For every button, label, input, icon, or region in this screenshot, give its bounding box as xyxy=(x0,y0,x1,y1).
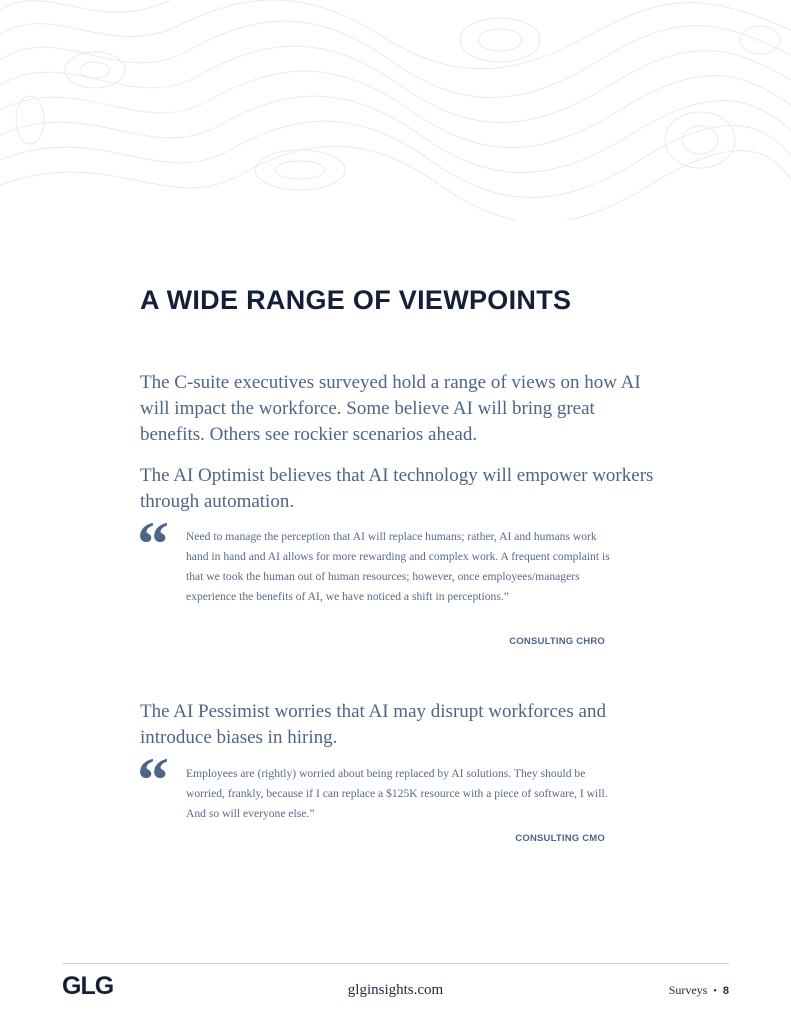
optimist-heading: The AI Optimist believes that AI technology will empower workers through automation. xyxy=(140,465,654,512)
footer-section: Surveys xyxy=(668,983,708,997)
footer-divider xyxy=(62,963,729,964)
glg-logo: GLG xyxy=(62,972,114,1000)
page-number: 8 xyxy=(722,985,729,997)
footer-separator: • xyxy=(713,986,717,997)
topographic-background xyxy=(0,0,791,220)
optimist-attribution: CONSULTING CHRO xyxy=(509,636,605,647)
pessimist-quote: Employees are (rightly) worried about being replaced by AI solutions. They should be worried, frankly, because if I can replace a $125K resource with a piece of software, I will. And so will everyone else.” xyxy=(186,767,608,820)
footer-page-info xyxy=(669,983,729,998)
page-title: A WIDE RANGE OF VIEWPOINTS xyxy=(140,285,572,315)
quote-open-icon: “ xyxy=(137,744,169,815)
intro-paragraph: The C-suite executives surveyed hold a range of views on how AI will impact the workforce. Some believe AI will bring great benefits. Others see rockier scenarios ahead. xyxy=(140,372,641,445)
quote-open-icon: “ xyxy=(137,508,169,579)
pessimist-heading: The AI Pessimist worries that AI may disrupt workforces and introduce biases in hiring. xyxy=(140,701,606,748)
pessimist-attribution: CONSULTING CMO xyxy=(515,833,605,844)
footer-url-link[interactable]: glginsights.com xyxy=(347,982,444,998)
optimist-quote: Need to manage the perception that AI will replace humans; rather, AI and humans work hand in hand and AI allows for more rewarding and complex work. A frequent complaint is that we took the human out of human resources; however, once employees/managers experience the benefits of AI, we have noticed a shift in perceptions.” xyxy=(186,530,610,603)
title-block xyxy=(140,284,660,317)
